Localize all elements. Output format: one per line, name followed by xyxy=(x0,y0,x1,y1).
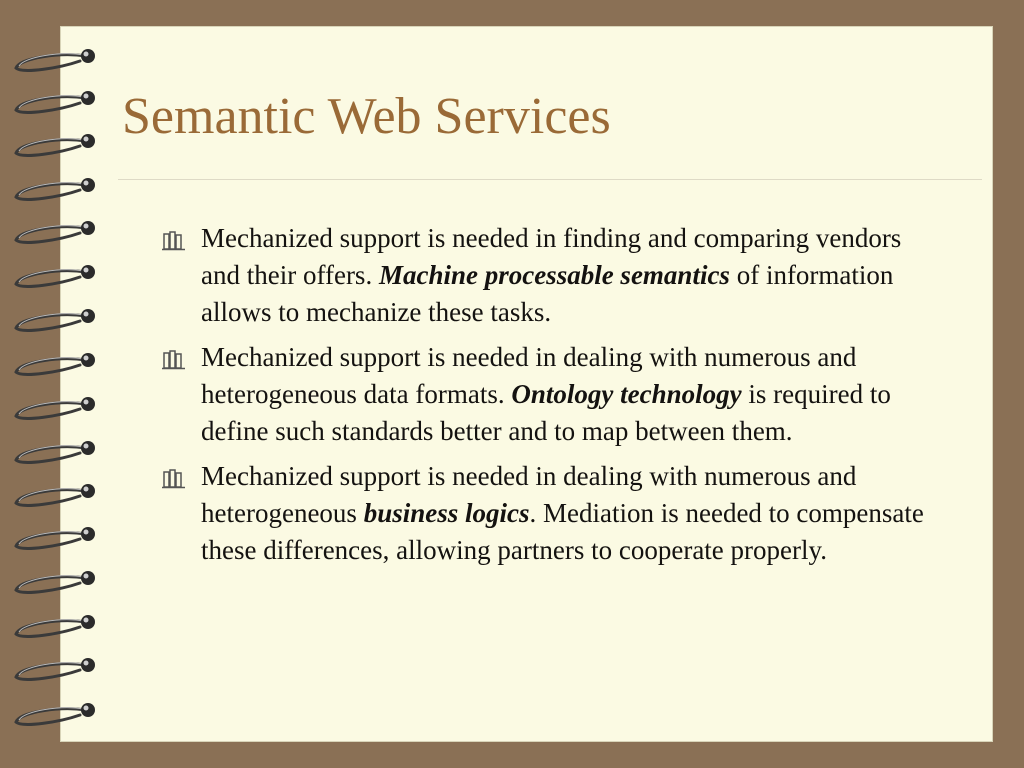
binding-ring xyxy=(16,353,95,374)
slide-title: Semantic Web Services xyxy=(122,88,611,145)
stacked-books-icon xyxy=(161,467,187,489)
bullet-text-3: Mechanized support is needed in dealing with numerous and heterogeneous xyxy=(201,461,857,528)
bullet-item-3 xyxy=(161,458,941,569)
bullet-text-2: Mechanized support is needed in dealing with numerous and heterogeneous data formats. xyxy=(201,342,857,409)
bullet-list xyxy=(161,220,941,577)
bullet-item-2 xyxy=(161,339,941,450)
notebook-page xyxy=(60,26,993,742)
binding-ring xyxy=(16,265,95,286)
bullet-emphasis-2: Ontology technology xyxy=(511,379,742,409)
binding-ring xyxy=(16,571,95,592)
binding-ring xyxy=(16,441,95,462)
bullet-emphasis-3: business logics xyxy=(363,498,530,528)
binding-ring xyxy=(16,658,95,679)
binding-ring xyxy=(16,615,95,636)
title-divider xyxy=(118,179,982,180)
bullet-text-1: Mechanized support is needed in finding and comparing vendors and their offers. xyxy=(201,223,902,290)
binding-ring xyxy=(16,221,95,242)
binding-ring xyxy=(16,49,95,70)
spiral-binding xyxy=(0,0,110,768)
binding-ring xyxy=(16,309,95,330)
binding-ring xyxy=(16,178,95,199)
stacked-books-icon xyxy=(161,229,187,251)
stacked-books-icon xyxy=(161,348,187,370)
bullet-text-2-end: is required to define such standards better and to map between them. xyxy=(201,379,891,446)
bullet-item-1 xyxy=(161,220,941,331)
binding-ring xyxy=(16,527,95,548)
bullet-emphasis-1: Machine processable semantics xyxy=(378,260,730,290)
binding-ring xyxy=(16,91,95,112)
binding-ring xyxy=(16,134,95,155)
bullet-text-1-end: of information allows to mechanize these tasks. xyxy=(201,260,894,327)
bullet-text-3-end: . Mediation is needed to compensate these differences, allowing partners to cooperate properly. xyxy=(201,498,924,565)
binding-ring xyxy=(16,397,95,418)
binding-ring xyxy=(16,703,95,724)
binding-ring xyxy=(16,484,95,505)
